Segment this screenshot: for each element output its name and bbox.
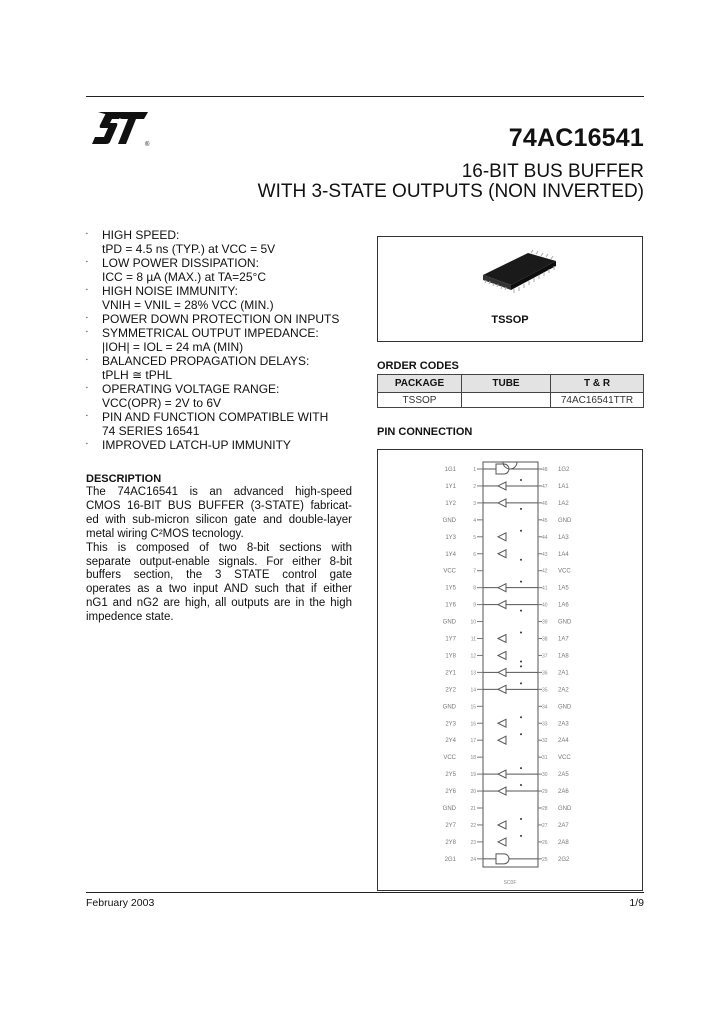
pin-number-right: 29 bbox=[542, 789, 548, 796]
buffer-symbol bbox=[498, 838, 506, 846]
pin-label-left: 1Y4 bbox=[445, 551, 456, 558]
ic-package-outline bbox=[483, 462, 538, 867]
feature-title: ▪ LOW POWER DISSIPATION: bbox=[102, 256, 259, 270]
pin-number-right: 26 bbox=[542, 839, 548, 846]
pin-number-left: 7 bbox=[473, 568, 476, 575]
description-line: metal wiring C²MOS tecnology. bbox=[86, 527, 244, 540]
pin-number-left: 10 bbox=[470, 619, 476, 626]
pin-label-left: 2Y7 bbox=[445, 822, 456, 829]
order-codes-table bbox=[377, 374, 644, 408]
feature-item bbox=[86, 228, 356, 256]
description-line: This is composed of two 8-bit sections with bbox=[86, 541, 352, 554]
document-subtitle bbox=[258, 162, 644, 202]
order-table-header-row bbox=[378, 375, 644, 393]
pin-label-right: 1A5 bbox=[558, 585, 569, 592]
dot-marker bbox=[520, 559, 522, 561]
dot-marker bbox=[520, 818, 522, 820]
buffer-symbol bbox=[498, 533, 506, 541]
description-line: separate output-enable signals. For either 8-bit bbox=[86, 555, 352, 568]
pin-number-right: 47 bbox=[542, 483, 548, 490]
dot-marker bbox=[520, 581, 522, 583]
description-heading: DESCRIPTION bbox=[86, 473, 162, 485]
package-label: TSSOP bbox=[491, 314, 529, 326]
pin-number-right: 33 bbox=[542, 721, 548, 728]
pin-number-left: 24 bbox=[470, 856, 476, 863]
pin-number-right: 38 bbox=[542, 636, 548, 643]
table-cell bbox=[462, 393, 551, 408]
pin-label-left: 2Y5 bbox=[445, 772, 456, 779]
dot-marker bbox=[520, 660, 522, 662]
feature-title: ▪ IMPROVED LATCH-UP IMMUNITY bbox=[102, 438, 291, 452]
enable-and-gate bbox=[496, 464, 509, 474]
pin-label-right: 2A7 bbox=[558, 822, 569, 829]
pin-label-right: GND bbox=[558, 806, 572, 812]
buffer-symbol bbox=[498, 736, 506, 744]
dot-marker bbox=[520, 682, 522, 684]
pin-number-left: 9 bbox=[473, 602, 476, 609]
buffer-symbol bbox=[498, 651, 506, 659]
pin-number-left: 15 bbox=[470, 704, 476, 711]
pin-number-left: 3 bbox=[473, 500, 476, 507]
pin-label-right: GND bbox=[558, 704, 572, 711]
pin-label-left: GND bbox=[442, 806, 456, 812]
pin-number-left: 22 bbox=[470, 822, 476, 829]
pin-label-left: GND bbox=[442, 517, 456, 524]
pinout-drawing bbox=[378, 450, 642, 890]
pin-label-left: 1Y6 bbox=[445, 602, 456, 609]
svg-text:®: ® bbox=[145, 142, 150, 148]
pin-label-right: 1A8 bbox=[558, 653, 569, 660]
dot-marker bbox=[520, 479, 522, 481]
pin-number-left: 18 bbox=[470, 755, 476, 762]
buffer-symbol bbox=[498, 787, 506, 795]
pin-number-right: 27 bbox=[542, 822, 548, 829]
footer-date: February 2003 bbox=[86, 897, 155, 909]
pin-number-right: 41 bbox=[542, 585, 548, 592]
feature-item bbox=[86, 410, 356, 438]
enable-and-gate bbox=[496, 854, 509, 864]
pin-number-left: 13 bbox=[470, 670, 476, 677]
pin-label-left: 2G1 bbox=[444, 856, 456, 863]
subtitle-line-2: WITH 3-STATE OUTPUTS (NON INVERTED) bbox=[257, 181, 644, 202]
pin-label-right: VCC bbox=[558, 755, 571, 762]
buffer-symbol bbox=[498, 550, 506, 558]
feature-title: ▪ HIGH NOISE IMMUNITY: bbox=[102, 284, 239, 298]
pin-label-left: VCC bbox=[443, 755, 456, 762]
table-row bbox=[378, 393, 644, 408]
pin-label-left: 1Y2 bbox=[445, 500, 456, 507]
buffer-symbol bbox=[498, 635, 506, 643]
feature-title: ▪ OPERATING VOLTAGE RANGE: bbox=[102, 382, 280, 396]
column-header-package: PACKAGE bbox=[378, 375, 462, 393]
pin-number-right: 48 bbox=[542, 467, 548, 473]
description-line: operates as a two input AND such that if either bbox=[86, 583, 352, 596]
column-header-tube: TUBE bbox=[462, 375, 551, 393]
description-line: The 74AC16541 is an advanced high-speed bbox=[86, 486, 352, 498]
pin-label-right: 2A4 bbox=[558, 738, 569, 745]
description-line: impedence state. bbox=[86, 611, 174, 624]
pin-number-right: 37 bbox=[542, 653, 548, 660]
pin-number-left: 5 bbox=[473, 534, 476, 541]
pin-label-left: 1G1 bbox=[444, 467, 456, 473]
dot-marker bbox=[520, 716, 522, 718]
feature-item bbox=[86, 382, 356, 410]
pin-number-left: 6 bbox=[473, 551, 476, 558]
pin-number-right: 30 bbox=[542, 772, 548, 779]
pin-label-right: 2A6 bbox=[558, 789, 569, 796]
pin-number-right: 28 bbox=[542, 806, 548, 812]
table-cell: 74AC16541TTR bbox=[551, 393, 644, 408]
pin-label-right: GND bbox=[558, 619, 572, 626]
dot-marker bbox=[520, 733, 522, 735]
feature-detail: 74 SERIES 16541 bbox=[102, 424, 200, 438]
pin-number-left: 20 bbox=[470, 789, 476, 796]
subtitle-line-1: 16-BIT BUS BUFFER bbox=[461, 161, 644, 182]
description-line: nG1 and nG2 are high, all outputs are in the high bbox=[86, 597, 352, 610]
buffer-symbol bbox=[498, 499, 506, 507]
buffer-symbol bbox=[498, 668, 506, 676]
bottom-rule bbox=[86, 892, 644, 893]
pin-label-right: 2G2 bbox=[558, 856, 570, 863]
pin-number-right: 45 bbox=[542, 517, 548, 524]
pin-label-left: 2Y4 bbox=[445, 738, 456, 745]
pin-number-right: 42 bbox=[542, 568, 548, 575]
pin-number-right: 46 bbox=[542, 500, 548, 507]
dot-marker bbox=[520, 508, 522, 510]
feature-detail: ICC = 8 µA (MAX.) at TA=25°C bbox=[102, 270, 266, 284]
pin-number-left: 12 bbox=[470, 653, 476, 660]
pin-number-left: 23 bbox=[470, 839, 476, 846]
feature-title: ▪ SYMMETRICAL OUTPUT IMPEDANCE: bbox=[102, 326, 319, 340]
column-header-tr: T & R bbox=[551, 375, 644, 393]
dot-marker bbox=[520, 610, 522, 612]
pin-number-left: 4 bbox=[473, 517, 476, 524]
feature-title: ▪ PIN AND FUNCTION COMPATIBLE WITH bbox=[102, 410, 329, 424]
buffer-symbol bbox=[498, 482, 506, 490]
pin-label-right: 1A2 bbox=[558, 500, 569, 507]
feature-title: ▪ POWER DOWN PROTECTION ON INPUTS bbox=[102, 312, 340, 326]
pin-number-right: 31 bbox=[542, 755, 548, 762]
dot-marker bbox=[520, 665, 522, 667]
pin-label-right: 1A3 bbox=[558, 534, 569, 541]
feature-item bbox=[86, 256, 356, 284]
pin-number-left: 21 bbox=[470, 806, 476, 812]
package-figure bbox=[377, 236, 643, 342]
buffer-symbol bbox=[498, 584, 506, 592]
feature-detail: VNIH = VNIL = 28% VCC (MIN.) bbox=[102, 298, 274, 312]
feature-detail: |IOH| = IOL = 24 mA (MIN) bbox=[102, 340, 244, 354]
pin-number-right: 34 bbox=[542, 704, 548, 711]
pin-number-left: 19 bbox=[470, 772, 476, 779]
pin-label-left: 2Y6 bbox=[445, 789, 456, 796]
feature-item bbox=[86, 438, 356, 452]
pin-label-right: 1G2 bbox=[558, 467, 570, 473]
order-codes-heading: ORDER CODES bbox=[377, 360, 459, 372]
feature-title: ▪ BALANCED PROPAGATION DELAYS: bbox=[102, 354, 310, 368]
pin-number-left: 16 bbox=[470, 721, 476, 728]
buffer-symbol bbox=[498, 821, 506, 829]
pin-label-right: 2A5 bbox=[558, 772, 569, 779]
feature-item bbox=[86, 312, 356, 326]
pin-label-right: GND bbox=[558, 517, 572, 524]
pin-number-right: 39 bbox=[542, 619, 548, 626]
pin-label-right: 1A4 bbox=[558, 551, 569, 558]
feature-detail: tPLH ≅ tPHL bbox=[102, 368, 173, 382]
pin-label-right: 2A1 bbox=[558, 670, 569, 677]
description-line: buffers section, the 3 STATE control gate bbox=[86, 569, 352, 582]
dot-marker bbox=[520, 784, 522, 786]
pin-number-right: 44 bbox=[542, 534, 548, 541]
dot-marker bbox=[520, 767, 522, 769]
pin-label-left: GND bbox=[442, 704, 456, 711]
feature-item bbox=[86, 354, 356, 382]
pin-number-right: 32 bbox=[542, 738, 548, 745]
pin-number-right: 25 bbox=[542, 856, 548, 863]
pin-number-right: 35 bbox=[542, 687, 548, 694]
pin-label-left: VCC bbox=[443, 568, 456, 575]
top-rule bbox=[86, 96, 644, 97]
feature-item bbox=[86, 326, 356, 354]
pin-number-left: 1 bbox=[473, 467, 476, 473]
tssop-chip-image bbox=[378, 237, 644, 313]
pin-label-left: 2Y1 bbox=[445, 670, 456, 677]
pin-number-left: 11 bbox=[470, 636, 476, 643]
buffer-symbol bbox=[498, 719, 506, 727]
buffer-symbol bbox=[498, 601, 506, 609]
pin-label-right: 1A6 bbox=[558, 602, 569, 609]
ic-notch bbox=[503, 462, 517, 469]
feature-detail: VCC(OPR) = 2V to 6V bbox=[102, 396, 222, 410]
description-body bbox=[86, 486, 352, 625]
dot-marker bbox=[520, 835, 522, 837]
st-logo bbox=[88, 106, 152, 150]
pin-label-left: 1Y5 bbox=[445, 585, 456, 592]
buffer-symbol bbox=[498, 770, 506, 778]
pin-label-left: 2Y8 bbox=[445, 839, 456, 846]
pin-label-left: 2Y3 bbox=[445, 721, 456, 728]
pin-number-left: 17 bbox=[470, 738, 476, 745]
feature-item bbox=[86, 284, 356, 312]
pin-label-left: GND bbox=[442, 619, 456, 626]
pin-connection-heading: PIN CONNECTION bbox=[377, 426, 473, 438]
pin-label-right: 1A7 bbox=[558, 636, 569, 643]
feature-list bbox=[86, 228, 356, 452]
dot-marker bbox=[520, 632, 522, 634]
pin-number-left: 8 bbox=[473, 585, 476, 592]
pin-number-right: 40 bbox=[542, 602, 548, 609]
pin-label-right: 2A8 bbox=[558, 839, 569, 846]
pin-label-left: 1Y8 bbox=[445, 653, 456, 660]
dot-marker bbox=[520, 530, 522, 532]
pin-label-right: 2A3 bbox=[558, 721, 569, 728]
pin-label-right: 2A2 bbox=[558, 687, 569, 694]
description-line: ed with sub-micron silicon gate and double-layer bbox=[86, 513, 352, 526]
pin-connection-diagram bbox=[377, 449, 643, 891]
pin-label-right: VCC bbox=[558, 568, 571, 575]
pin-number-right: 36 bbox=[542, 670, 548, 677]
pin-number-right: 43 bbox=[542, 551, 548, 558]
pin-label-left: 1Y3 bbox=[445, 534, 456, 541]
pin-number-left: 14 bbox=[470, 687, 476, 694]
pin-number-left: 2 bbox=[473, 483, 476, 490]
buffer-symbol bbox=[498, 685, 506, 693]
table-cell: TSSOP bbox=[378, 393, 462, 408]
description-line: CMOS 16-BIT BUS BUFFER (3-STATE) fabricat- bbox=[86, 499, 352, 512]
pin-label-left: 1Y7 bbox=[445, 636, 456, 643]
page-number: 1/9 bbox=[629, 897, 644, 909]
pin-label-right: 1A1 bbox=[558, 483, 569, 490]
feature-title: ▪ HIGH SPEED: bbox=[102, 228, 180, 242]
pin-label-left: 2Y2 bbox=[445, 687, 456, 694]
part-number: 74AC16541 bbox=[508, 124, 644, 152]
feature-detail: tPD = 4.5 ns (TYP.) at VCC = 5V bbox=[102, 242, 276, 256]
pin-label-left: 1Y1 bbox=[445, 483, 456, 490]
diagram-caption: SC0F bbox=[503, 880, 517, 886]
